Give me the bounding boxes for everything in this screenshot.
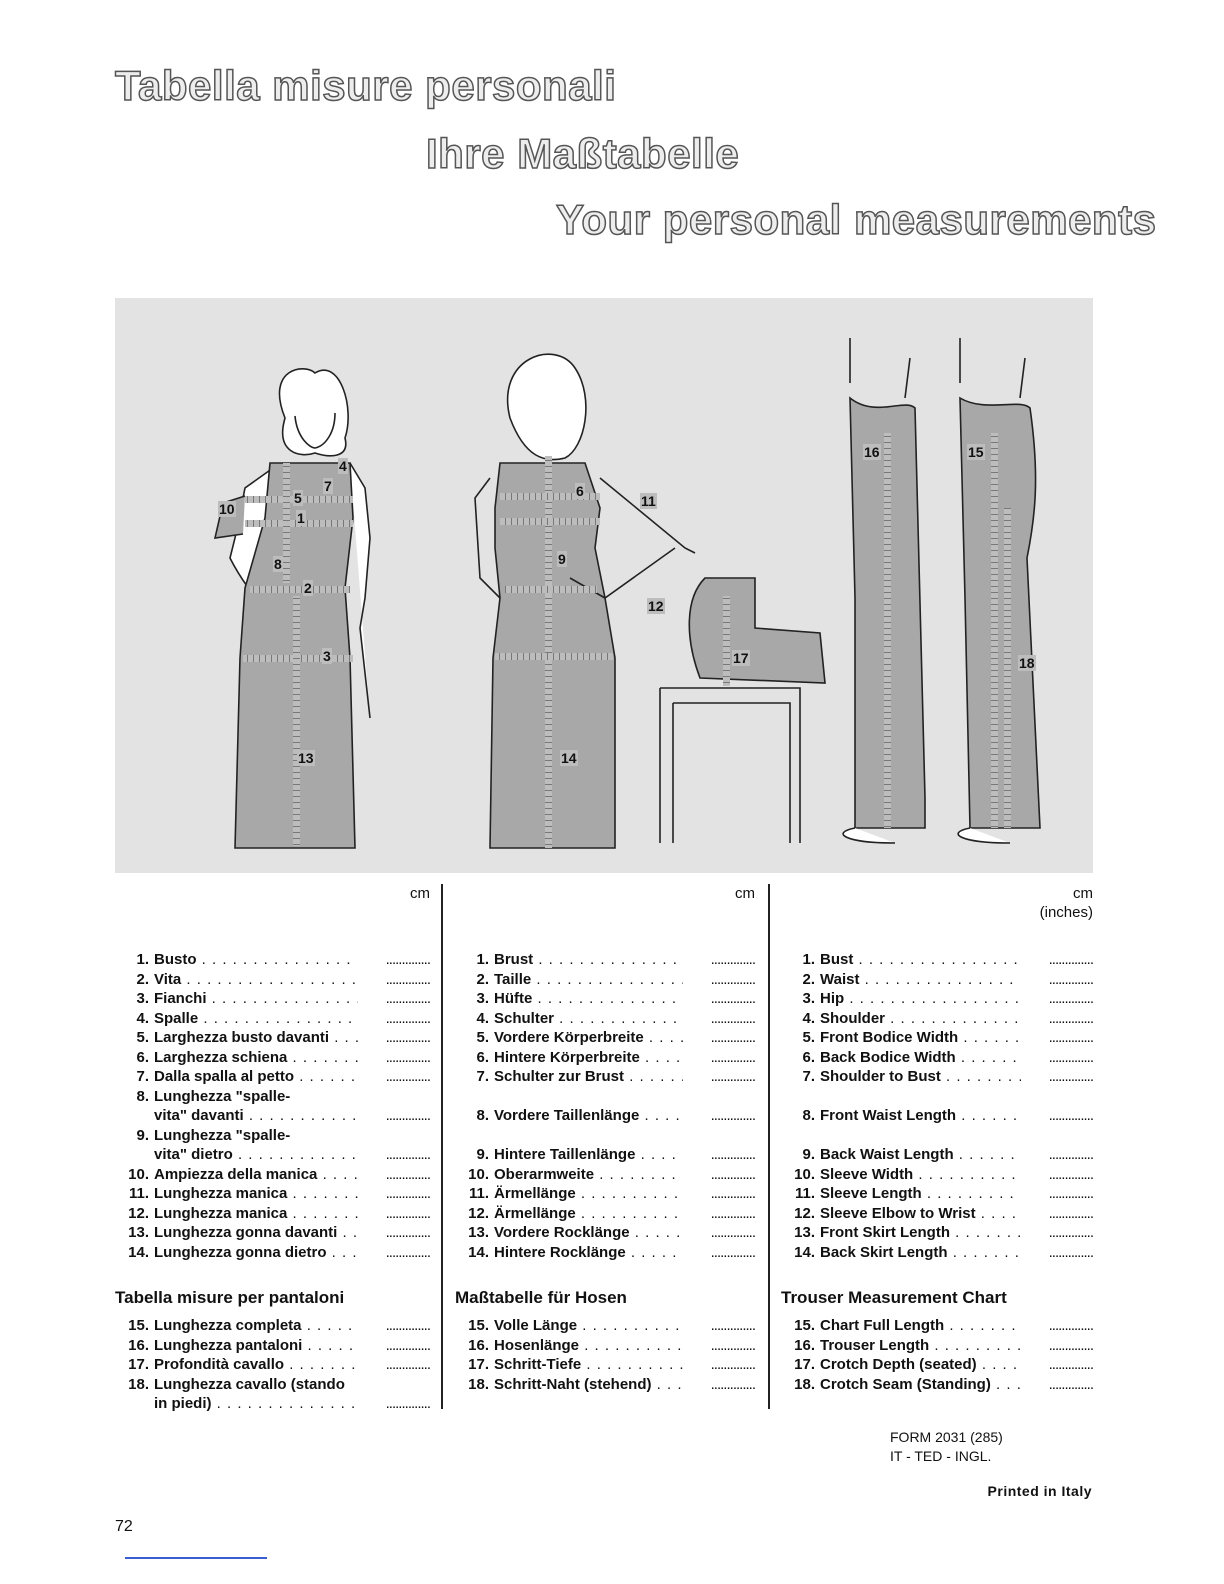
item-label: Schritt-Tiefe . . . xyxy=(494,1355,683,1375)
item-number: 9. xyxy=(476,1146,489,1163)
measure-label-5: 5 xyxy=(294,490,302,506)
measurement-row xyxy=(455,1028,755,1048)
measure-label-9: 9 xyxy=(558,551,566,567)
item-number: 1. xyxy=(136,951,149,968)
item-label: Front Skirt Length . . . xyxy=(820,1223,1021,1243)
fill-in-line[interactable]: .............. xyxy=(1048,990,1093,1007)
item-label: Larghezza busto davanti . . . xyxy=(154,1028,358,1048)
item-number: 3. xyxy=(802,990,815,1007)
item-number: 18. xyxy=(128,1375,149,1393)
item-label: Taille . . . xyxy=(494,970,683,990)
fill-in-line[interactable]: .............. xyxy=(385,1224,430,1241)
column-italian xyxy=(115,884,430,1412)
measurement-row xyxy=(115,1375,430,1395)
measurement-row xyxy=(115,1106,430,1126)
fill-in-line[interactable]: .............. xyxy=(1048,951,1093,968)
measure-label-8: 8 xyxy=(274,556,282,572)
fill-in-line[interactable]: .............. xyxy=(710,1185,755,1202)
fill-in-line[interactable]: .............. xyxy=(1048,1356,1093,1373)
measurement-row xyxy=(115,1145,430,1165)
item-label: Hip . . . xyxy=(820,989,1021,1009)
measurement-row xyxy=(115,1223,430,1243)
fill-in-line[interactable]: .............. xyxy=(710,1165,755,1183)
fill-in-line[interactable]: .............. xyxy=(385,1009,430,1027)
measure-label-7: 7 xyxy=(324,478,332,494)
measurement-row xyxy=(115,970,430,990)
item-label: Bust . . . xyxy=(820,950,1021,970)
unit-label-inches: (inches) xyxy=(1039,904,1093,921)
fill-in-line[interactable]: .............. xyxy=(1048,1029,1093,1046)
item-number: 8. xyxy=(136,1087,149,1105)
item-label: Sleeve Width . . . xyxy=(820,1165,1021,1185)
item-number: 12. xyxy=(794,1204,815,1222)
fill-in-line[interactable]: .............. xyxy=(710,990,755,1007)
measure-label-11: 11 xyxy=(641,493,656,509)
item-number: 10. xyxy=(468,1165,489,1183)
measurement-figures-svg xyxy=(115,298,1093,873)
item-label: Back Bodice Width . . . xyxy=(820,1048,1021,1068)
item-number: 18. xyxy=(468,1375,489,1393)
fill-in-line[interactable]: .............. xyxy=(1048,1146,1093,1163)
item-label: vita" davanti . . . xyxy=(154,1106,358,1126)
item-label: Vordere Rocklänge . . . xyxy=(494,1223,683,1243)
measurement-row xyxy=(781,1028,1093,1048)
measurement-row xyxy=(455,1067,755,1087)
fill-in-line[interactable]: .............. xyxy=(710,1107,755,1124)
measurement-row xyxy=(455,1087,755,1107)
item-label: Lunghezza "spalle- xyxy=(154,1126,291,1144)
item-number: 14. xyxy=(794,1243,815,1261)
measurement-row xyxy=(781,950,1093,970)
unit-label: cm xyxy=(410,885,430,902)
item-number: 2. xyxy=(136,970,149,988)
item-label: Sleeve Length . . . xyxy=(820,1184,1021,1204)
item-label: Hüfte . . . xyxy=(494,989,683,1009)
item-label: in piedi) . . . xyxy=(154,1394,358,1414)
fill-in-line[interactable]: .............. xyxy=(385,1146,430,1163)
item-label: Fianchi . . . xyxy=(154,989,358,1009)
fill-in-line[interactable]: .............. xyxy=(1048,1009,1093,1027)
item-number xyxy=(115,1106,154,1126)
measure-label-3: 3 xyxy=(323,648,331,664)
fill-in-line[interactable]: .............. xyxy=(1048,1107,1093,1124)
fill-in-line[interactable]: .............. xyxy=(710,1146,755,1163)
fill-in-line[interactable]: .............. xyxy=(1048,1317,1093,1334)
measurement-row xyxy=(115,1009,430,1029)
measurement-row xyxy=(781,1355,1093,1375)
fill-in-line[interactable]: .............. xyxy=(710,1009,755,1027)
item-label: Brust . . . xyxy=(494,950,683,970)
measurement-row xyxy=(115,989,430,1009)
measurement-row xyxy=(781,1009,1093,1029)
item-number: 17. xyxy=(128,1356,149,1373)
item-label: Oberarmweite . . . xyxy=(494,1165,683,1185)
measure-label-12: 12 xyxy=(648,598,664,614)
measurement-row xyxy=(455,1048,755,1068)
item-label: Spalle . . . xyxy=(154,1009,358,1029)
measure-label-1: 1 xyxy=(297,510,305,526)
item-label: Lunghezza "spalle- xyxy=(154,1087,291,1105)
item-number: 10. xyxy=(794,1165,815,1183)
fill-in-line[interactable]: .............. xyxy=(710,1029,755,1046)
item-label: Volle Länge . . . xyxy=(494,1316,683,1336)
column-english xyxy=(781,884,1093,1393)
item-label: Shoulder . . . xyxy=(820,1009,1021,1029)
measurement-row xyxy=(455,1184,755,1204)
fill-in-line[interactable]: .............. xyxy=(710,970,755,988)
measure-label-2: 2 xyxy=(304,580,312,596)
item-number: 4. xyxy=(476,1009,489,1027)
fill-in-line[interactable]: .............. xyxy=(1048,1185,1093,1202)
measurement-row xyxy=(781,1126,1093,1146)
measurement-row xyxy=(781,1106,1093,1126)
fill-in-line[interactable]: .............. xyxy=(710,1048,755,1066)
measurement-row xyxy=(781,970,1093,990)
item-label: Hintere Körperbreite . . . xyxy=(494,1048,683,1068)
fill-in-line[interactable]: .............. xyxy=(385,1029,430,1046)
measurement-row xyxy=(781,989,1093,1009)
measurement-row xyxy=(115,1316,430,1336)
item-number: 11. xyxy=(128,1185,149,1202)
fill-in-line[interactable]: .............. xyxy=(710,1336,755,1354)
measurement-row xyxy=(781,1067,1093,1087)
item-number: 12. xyxy=(128,1204,149,1222)
item-number: 18. xyxy=(794,1375,815,1393)
measurement-illustration xyxy=(115,298,1093,873)
fill-in-line[interactable]: .............. xyxy=(1048,1224,1093,1241)
item-number: 12. xyxy=(468,1204,489,1222)
title-english: Your personal measurements xyxy=(556,196,1157,243)
item-number: 6. xyxy=(476,1048,489,1066)
fill-in-line[interactable]: .............. xyxy=(385,1068,430,1085)
fill-in-line[interactable]: .............. xyxy=(1048,1068,1093,1085)
item-number: 2. xyxy=(802,970,815,988)
item-label: Ampiezza della manica . . . xyxy=(154,1165,358,1185)
fill-in-line[interactable]: .............. xyxy=(385,1243,430,1261)
measure-label-4: 4 xyxy=(339,458,347,474)
trouser-back xyxy=(958,338,1040,843)
item-number: 8. xyxy=(476,1107,489,1124)
item-number: 11. xyxy=(794,1185,815,1202)
fill-in-line[interactable]: .............. xyxy=(1048,1243,1093,1261)
measurement-row xyxy=(115,1184,430,1204)
form-number xyxy=(890,1428,1003,1466)
item-number: 14. xyxy=(128,1243,149,1261)
measurement-row xyxy=(455,1316,755,1336)
column-divider-2 xyxy=(768,884,770,1409)
item-label: Chart Full Length . . . xyxy=(820,1316,1021,1336)
item-number: 7. xyxy=(476,1068,489,1085)
item-label: Sleeve Elbow to Wrist . . . xyxy=(820,1204,1021,1224)
item-label: Busto . . . xyxy=(154,950,358,970)
item-label: Trouser Length . . . xyxy=(820,1336,1021,1356)
fill-in-line[interactable]: .............. xyxy=(385,1317,430,1334)
fill-in-line[interactable]: .............. xyxy=(1048,1375,1093,1393)
item-number xyxy=(115,1394,154,1414)
trouser-section-heading: Tabella misure per pantaloni xyxy=(115,1288,345,1307)
fill-in-line[interactable]: .............. xyxy=(385,1204,430,1222)
measurement-row xyxy=(455,1165,755,1185)
item-number: 3. xyxy=(476,990,489,1007)
measurement-row xyxy=(115,1028,430,1048)
item-number: 6. xyxy=(136,1048,149,1066)
front-figure xyxy=(215,369,370,848)
measurement-row xyxy=(455,1204,755,1224)
fill-in-line[interactable]: .............. xyxy=(385,1165,430,1183)
measurement-row xyxy=(455,950,755,970)
fill-in-line[interactable]: .............. xyxy=(385,1107,430,1124)
item-number: 16. xyxy=(794,1336,815,1354)
item-label: Profondità cavallo . . . xyxy=(154,1355,358,1375)
measurement-row xyxy=(115,950,430,970)
form-line-2: IT - TED - INGL. xyxy=(890,1448,992,1464)
fill-in-line[interactable]: .............. xyxy=(710,1068,755,1085)
item-label: Schritt-Naht (stehend) . . . xyxy=(494,1375,683,1395)
item-number: 6. xyxy=(802,1048,815,1066)
measurement-row xyxy=(115,1394,430,1414)
measurement-row xyxy=(781,1375,1093,1395)
item-label: Vita . . . xyxy=(154,970,358,990)
measurement-row xyxy=(115,1067,430,1087)
item-label: Hintere Taillenlänge . . . xyxy=(494,1145,683,1165)
fill-in-line[interactable]: .............. xyxy=(1048,970,1093,988)
measurement-row xyxy=(781,1145,1093,1165)
fill-in-line[interactable]: .............. xyxy=(1048,1204,1093,1222)
measurement-row xyxy=(115,1165,430,1185)
item-number: 2. xyxy=(476,970,489,988)
fill-in-line[interactable]: .............. xyxy=(710,1317,755,1334)
measurement-row xyxy=(455,1243,755,1263)
item-label: Lunghezza cavallo (stando xyxy=(154,1375,345,1393)
item-number: 4. xyxy=(136,1009,149,1027)
measurement-row xyxy=(455,1145,755,1165)
measurement-row xyxy=(115,1355,430,1375)
measurement-row xyxy=(115,1048,430,1068)
title-italian: Tabella misure personali xyxy=(115,62,617,109)
measurement-row xyxy=(781,1316,1093,1336)
measurement-row xyxy=(455,1375,755,1395)
fill-in-line[interactable]: .............. xyxy=(385,1356,430,1373)
item-number: 3. xyxy=(136,990,149,1007)
item-number: 16. xyxy=(468,1336,489,1354)
item-label: Shoulder to Bust . . . xyxy=(820,1067,1021,1087)
measurement-row xyxy=(115,1336,430,1356)
form-line-1: FORM 2031 (285) xyxy=(890,1429,1003,1445)
item-label: Lunghezza gonna davanti . . . xyxy=(154,1223,358,1243)
measurement-row xyxy=(115,1126,430,1146)
measurement-row xyxy=(455,1126,755,1146)
item-number: 7. xyxy=(136,1068,149,1085)
decorative-rule xyxy=(125,1557,267,1559)
item-label: Front Waist Length . . . xyxy=(820,1106,1021,1126)
fill-in-line[interactable]: .............. xyxy=(710,1204,755,1222)
item-label: Back Skirt Length . . . xyxy=(820,1243,1021,1263)
item-label: Vordere Körperbreite . . . xyxy=(494,1028,683,1048)
item-number: 11. xyxy=(468,1185,489,1202)
item-label: Lunghezza gonna dietro . . . xyxy=(154,1243,358,1263)
item-label: Ärmellänge . . . xyxy=(494,1204,683,1224)
measure-label-14: 14 xyxy=(561,750,577,766)
item-label: Schulter zur Brust . . . xyxy=(494,1067,683,1087)
item-number: 17. xyxy=(468,1356,489,1373)
fill-in-line[interactable]: .............. xyxy=(710,1224,755,1241)
measurement-row xyxy=(455,1223,755,1243)
measurement-row xyxy=(781,1184,1093,1204)
measurement-row xyxy=(781,1204,1093,1224)
column-divider-1 xyxy=(441,884,443,1409)
measurement-row xyxy=(781,1336,1093,1356)
measurement-row xyxy=(455,970,755,990)
measurement-row xyxy=(455,1009,755,1029)
measurement-row xyxy=(781,1243,1093,1263)
item-label: Crotch Seam (Standing) . . . xyxy=(820,1375,1021,1395)
item-label: Lunghezza manica . . . xyxy=(154,1184,358,1204)
item-number: 7. xyxy=(802,1068,815,1085)
fill-in-line[interactable]: .............. xyxy=(710,1356,755,1373)
item-label: Hosenlänge . . . xyxy=(494,1336,683,1356)
item-number: 5. xyxy=(476,1029,489,1046)
item-number: 5. xyxy=(136,1029,149,1046)
fill-in-line[interactable]: .............. xyxy=(1048,1336,1093,1354)
fill-in-line[interactable]: .............. xyxy=(385,970,430,988)
item-label: Larghezza schiena . . . xyxy=(154,1048,358,1068)
item-number: 17. xyxy=(794,1356,815,1373)
measurement-row xyxy=(455,989,755,1009)
measure-label-16: 16 xyxy=(864,444,880,460)
item-label: Dalla spalla al petto . . . xyxy=(154,1067,358,1087)
item-number: 15. xyxy=(794,1317,815,1334)
item-label: Back Waist Length . . . xyxy=(820,1145,1021,1165)
measure-label-6: 6 xyxy=(576,483,584,499)
measurement-row xyxy=(455,1336,755,1356)
measurement-row xyxy=(455,1355,755,1375)
measurement-row xyxy=(781,1087,1093,1107)
item-label: Lunghezza completa . . . xyxy=(154,1316,358,1336)
item-number: 9. xyxy=(136,1126,149,1144)
item-number: 4. xyxy=(802,1009,815,1027)
measurement-row xyxy=(115,1243,430,1263)
item-label: Schulter . . . xyxy=(494,1009,683,1029)
measure-label-10: 10 xyxy=(219,501,235,517)
item-number: 15. xyxy=(128,1317,149,1334)
fill-in-line[interactable]: .............. xyxy=(385,1185,430,1202)
fill-in-line[interactable]: .............. xyxy=(710,951,755,968)
item-label: Lunghezza pantaloni . . . xyxy=(154,1336,358,1356)
item-label: Waist . . . xyxy=(820,970,1021,990)
item-number: 13. xyxy=(128,1224,149,1241)
item-number: 13. xyxy=(468,1224,489,1241)
trouser-section-heading: Trouser Measurement Chart xyxy=(781,1288,1007,1307)
item-label: Front Bodice Width . . . xyxy=(820,1028,1021,1048)
fill-in-line[interactable]: .............. xyxy=(385,1395,430,1412)
fill-in-line[interactable]: .............. xyxy=(385,990,430,1007)
item-number: 15. xyxy=(468,1317,489,1334)
fill-in-line[interactable]: .............. xyxy=(385,1048,430,1066)
measurement-row xyxy=(781,1048,1093,1068)
measurement-row xyxy=(115,1087,430,1107)
item-label: Crotch Depth (seated) . . . xyxy=(820,1355,1021,1375)
item-number: 1. xyxy=(802,951,815,968)
item-number: 14. xyxy=(468,1243,489,1261)
measure-label-17: 17 xyxy=(733,650,749,666)
item-number: 8. xyxy=(802,1107,815,1124)
measurement-row xyxy=(781,1223,1093,1243)
measurement-row xyxy=(455,1106,755,1126)
item-number: 1. xyxy=(476,951,489,968)
item-label: vita" dietro . . . xyxy=(154,1145,358,1165)
fill-in-line[interactable]: .............. xyxy=(385,951,430,968)
item-number: 13. xyxy=(794,1224,815,1241)
measurement-row xyxy=(781,1165,1093,1185)
trouser-section-heading: Maßtabelle für Hosen xyxy=(455,1288,627,1307)
item-number: 9. xyxy=(802,1146,815,1163)
fill-in-line[interactable]: .............. xyxy=(1048,1165,1093,1183)
printed-in-note: Printed in Italy xyxy=(987,1483,1092,1499)
item-label: Ärmellänge . . . xyxy=(494,1184,683,1204)
title-german: Ihre Maßtabelle xyxy=(426,130,740,177)
unit-label: cm xyxy=(1073,885,1093,902)
fill-in-line[interactable]: .............. xyxy=(710,1375,755,1393)
measure-label-18: 18 xyxy=(1019,655,1035,671)
column-german xyxy=(455,884,755,1393)
item-number xyxy=(115,1145,154,1165)
fill-in-line[interactable]: .............. xyxy=(710,1243,755,1261)
item-number: 10. xyxy=(128,1165,149,1183)
seated-figure xyxy=(660,578,825,843)
page-number: 72 xyxy=(115,1518,133,1535)
fill-in-line[interactable]: .............. xyxy=(1048,1048,1093,1066)
item-number: 5. xyxy=(802,1029,815,1046)
item-label: Hintere Rocklänge . . . xyxy=(494,1243,683,1263)
item-label: Vordere Taillenlänge . . . xyxy=(494,1106,683,1126)
measurement-row xyxy=(115,1204,430,1224)
item-number: 16. xyxy=(128,1336,149,1354)
unit-label: cm xyxy=(735,885,755,902)
measure-label-15: 15 xyxy=(968,444,984,460)
item-label: Lunghezza manica . . . xyxy=(154,1204,358,1224)
fill-in-line[interactable]: .............. xyxy=(385,1336,430,1354)
measure-label-13: 13 xyxy=(298,750,314,766)
